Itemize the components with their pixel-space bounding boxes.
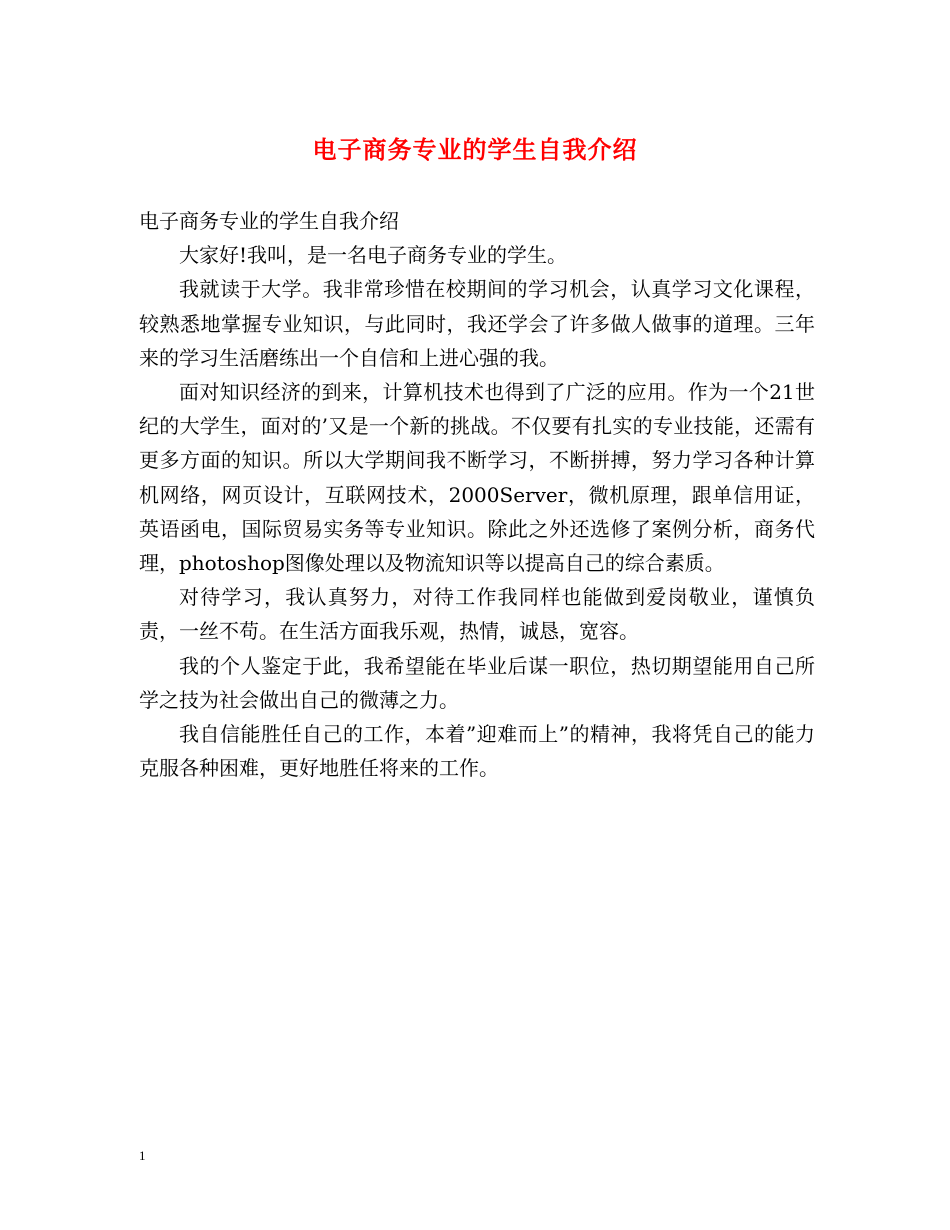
skills-paragraph: 面对知识经济的到来，计算机技术也得到了广泛的应用。作为一个21世纪的大学生，面对的’又是一个新的挑战。不仅要有扎实的专业技能，还需有更多方面的知识。所以大学期间我不断学习，不断拼搏，努力学习各种计算机网络，网页设计，互联网技术，2000Server，微机原理，跟单信用证，英语函电，国际贸易实务等专业知识。除此之外还选修了案例分析，商务代理，photoshop图像处理以及物流知识等以提高自己的综合素质。	[139, 380, 815, 576]
document-body	[139, 204, 815, 785]
closing-paragraph: 我自信能胜任自己的工作，本着”迎难而上”的精神，我将凭自己的能力克服各种困难，更好地胜任将来的工作。	[139, 722, 815, 781]
greeting-paragraph: 大家好!我叫，是一名电子商务专业的学生。	[179, 243, 568, 268]
document-title: 电子商务专业的学生自我介绍	[312, 135, 638, 164]
subtitle-paragraph: 电子商务专业的学生自我介绍	[139, 209, 399, 233]
goal-paragraph: 我的个人鉴定于此，我希望能在毕业后谋一职位，热切期望能用自己所学之技为社会做出自己的微薄之力。	[139, 653, 815, 712]
study-paragraph: 我就读于大学。我非常珍惜在校期间的学习机会，认真学习文化课程，较熟悉地掌握专业知识，与此同时，我还学会了许多做人做事的道理。三年来的学习生活磨练出一个自信和上进心强的我。	[139, 277, 815, 370]
page-number: 1	[139, 1148, 146, 1163]
attitude-paragraph: 对待学习，我认真努力，对待工作我同样也能做到爱岗敬业，谨慎负责，一丝不苟。在生活方面我乐观，热情，诚恳，宽容。	[139, 585, 815, 644]
